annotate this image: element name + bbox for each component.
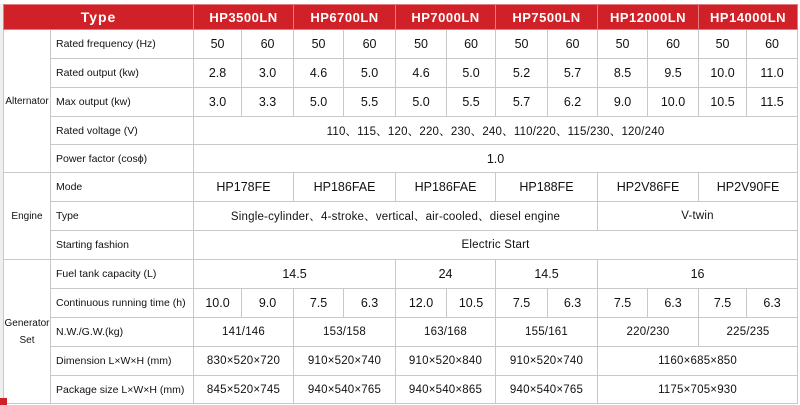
- table-cell: 155/161: [496, 318, 598, 347]
- table-cell: 14.5: [194, 260, 396, 289]
- table-cell: HP186FAE: [294, 173, 396, 202]
- table-cell: 60: [344, 30, 396, 59]
- table-cell: 5.0: [344, 59, 396, 88]
- table-cell: 60: [447, 30, 496, 59]
- table-cell: 8.5: [598, 59, 648, 88]
- table-cell: 50: [598, 30, 648, 59]
- table-cell: 5.0: [447, 59, 496, 88]
- table-cell: 910×520×840: [396, 347, 496, 376]
- table-cell: 5.5: [344, 88, 396, 117]
- table-cell: 225/235: [699, 318, 798, 347]
- table-cell: 10.5: [447, 289, 496, 318]
- table-cell: 910×520×740: [496, 347, 598, 376]
- running-time-row: [4, 289, 798, 318]
- row-label: Package size L×W×H (mm): [51, 376, 194, 404]
- row-label: Rated output (kw): [51, 59, 194, 88]
- alternator-group-label: Alternator: [4, 30, 51, 173]
- table-cell: 9.0: [242, 289, 294, 318]
- model-header: HP14000LN: [699, 5, 798, 30]
- table-cell: V-twin: [598, 202, 798, 231]
- row-label: Dimension L×W×H (mm): [51, 347, 194, 376]
- table-cell: 830×520×720: [194, 347, 294, 376]
- table-cell: 910×520×740: [294, 347, 396, 376]
- table-cell: 4.6: [396, 59, 447, 88]
- table-cell: 6.3: [344, 289, 396, 318]
- table-cell: 24: [396, 260, 496, 289]
- table-cell: 6.2: [548, 88, 598, 117]
- group-label-line: Generator: [4, 317, 50, 329]
- table-cell: 60: [242, 30, 294, 59]
- table-cell: 50: [496, 30, 548, 59]
- row-label: N.W./G.W.(kg): [51, 318, 194, 347]
- table-cell: 9.5: [648, 59, 699, 88]
- table-cell: 50: [396, 30, 447, 59]
- table-cell: 10.0: [194, 289, 242, 318]
- table-cell: 6.3: [747, 289, 798, 318]
- table-cell: 11.0: [747, 59, 798, 88]
- table-cell: 7.5: [496, 289, 548, 318]
- table-cell: 11.5: [747, 88, 798, 117]
- mode-row: [4, 173, 798, 202]
- table-cell: HP188FE: [496, 173, 598, 202]
- table-cell: 3.3: [242, 88, 294, 117]
- table-cell: 5.5: [447, 88, 496, 117]
- engine-type-row: [4, 202, 798, 231]
- table-cell: 2.8: [194, 59, 242, 88]
- table-cell: 220/230: [598, 318, 699, 347]
- table-cell: 940×540×865: [396, 376, 496, 404]
- table-cell: HP178FE: [194, 173, 294, 202]
- model-header: HP12000LN: [598, 5, 699, 30]
- package-size-row: [4, 376, 798, 404]
- table-cell: HP186FAE: [396, 173, 496, 202]
- table-cell: 940×540×765: [294, 376, 396, 404]
- table-cell: 6.3: [548, 289, 598, 318]
- table-cell: 5.0: [294, 88, 344, 117]
- rated-voltage-row: [4, 117, 798, 145]
- row-label: Mode: [51, 173, 194, 202]
- table-cell: 5.2: [496, 59, 548, 88]
- table-cell: 16: [598, 260, 798, 289]
- row-label: Max output (kw): [51, 88, 194, 117]
- table-cell: HP2V90FE: [699, 173, 798, 202]
- table-cell: 3.0: [194, 88, 242, 117]
- max-output-row: [4, 88, 798, 117]
- table-cell: 60: [747, 30, 798, 59]
- spec-table: [3, 4, 798, 404]
- table-cell: 110、115、120、220、230、240、110/220、115/230、120/240: [194, 117, 798, 145]
- corner-mark: [0, 398, 7, 405]
- table-cell: 1175×705×930: [598, 376, 798, 404]
- row-label: Starting fashion: [51, 231, 194, 260]
- generator-set-group-label: [4, 260, 51, 404]
- dimension-row: [4, 347, 798, 376]
- table-cell: 9.0: [598, 88, 648, 117]
- table-cell: 5.7: [496, 88, 548, 117]
- table-cell: 10.5: [699, 88, 747, 117]
- row-label: Rated voltage (V): [51, 117, 194, 145]
- table-cell: 7.5: [294, 289, 344, 318]
- header-row: [4, 5, 798, 30]
- row-label: Fuel tank capacity (L): [51, 260, 194, 289]
- fuel-tank-row: [4, 260, 798, 289]
- starting-fashion-row: [4, 231, 798, 260]
- row-label: Power factor (cosϕ): [51, 145, 194, 173]
- table-cell: 50: [699, 30, 747, 59]
- model-header: HP7000LN: [396, 5, 496, 30]
- table-cell: 3.0: [242, 59, 294, 88]
- table-cell: Single-cylinder、4-stroke、vertical、air-cooled、diesel engine: [194, 202, 598, 231]
- table-cell: 50: [294, 30, 344, 59]
- table-cell: 7.5: [598, 289, 648, 318]
- table-cell: 5.7: [548, 59, 598, 88]
- table-cell: 10.0: [699, 59, 747, 88]
- table-cell: 60: [548, 30, 598, 59]
- table-cell: 5.0: [396, 88, 447, 117]
- power-factor-row: [4, 145, 798, 173]
- table-cell: 10.0: [648, 88, 699, 117]
- table-cell: 163/168: [396, 318, 496, 347]
- table-cell: 153/158: [294, 318, 396, 347]
- table-cell: 7.5: [699, 289, 747, 318]
- engine-group-label: Engine: [4, 173, 51, 260]
- model-header: HP7500LN: [496, 5, 598, 30]
- table-cell: HP2V86FE: [598, 173, 699, 202]
- type-header: Type: [4, 5, 194, 30]
- row-label: Type: [51, 202, 194, 231]
- model-header: HP6700LN: [294, 5, 396, 30]
- table-cell: 1.0: [194, 145, 798, 173]
- model-header: HP3500LN: [194, 5, 294, 30]
- weight-row: [4, 318, 798, 347]
- table-cell: 14.5: [496, 260, 598, 289]
- table-cell: 12.0: [396, 289, 447, 318]
- table-cell: 6.3: [648, 289, 699, 318]
- row-label: Continuous running time (h): [51, 289, 194, 318]
- table-cell: 845×520×745: [194, 376, 294, 404]
- table-cell: 60: [648, 30, 699, 59]
- rated-frequency-row: [4, 30, 798, 59]
- table-cell: 940×540×765: [496, 376, 598, 404]
- table-cell: 4.6: [294, 59, 344, 88]
- row-label: Rated frequency (Hz): [51, 30, 194, 59]
- group-label-line: Set: [19, 334, 35, 346]
- rated-output-row: [4, 59, 798, 88]
- table-cell: 1160×685×850: [598, 347, 798, 376]
- table-cell: 141/146: [194, 318, 294, 347]
- table-cell: Electric Start: [194, 231, 798, 260]
- table-cell: 50: [194, 30, 242, 59]
